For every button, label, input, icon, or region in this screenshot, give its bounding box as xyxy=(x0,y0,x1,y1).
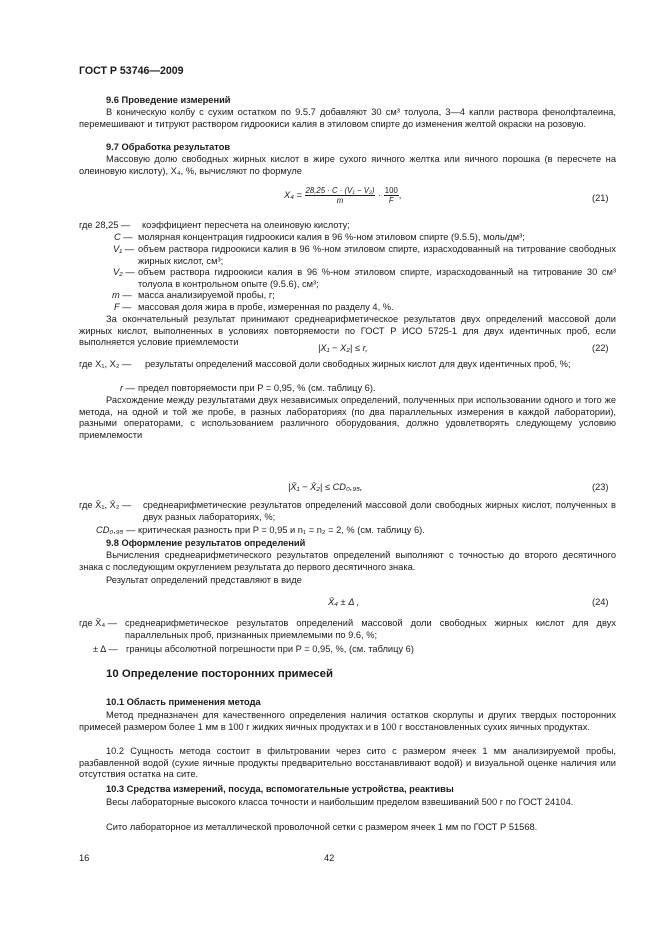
equation-24: X̄₄ ± Δ , xyxy=(328,597,360,607)
acceptance-condition-text: За окончательный результат принимают среднеарифметическое результатов двух определений массовой доли жирных кислот, выполненных в условиях повторяемости по ГОСТ Р ИСО 5725-1 для двух идентичных проб, если выполняется условие приемлемости xyxy=(79,314,616,348)
equation-21-number: (21) xyxy=(592,193,609,203)
equation-21: X₄ = $\frac{\text{28,25 · C · (V₁ − V₂)}}{m}$ · $\frac{100}{F}$ , xyxy=(284,186,402,205)
section-10-1-text: Метод предназначен для качественного определения наличия остатков скорлупы и других твердых посторонних примесей размером более 1 мм в 100 г жидких яичных продуктах и в 100 г восстановленных сухих яичных продуктах. xyxy=(79,710,616,732)
section-10-2-text: 10.2 Сущность метода состоит в фильтровании через сито с размером ячеек 1 мм анализируемой пробы, разбавленной водой (сухие яичные продукты предварительно восстанавливают водой) и визуальной оценке наличия или отсутствия остатка на сите. xyxy=(79,746,616,780)
scales-text: Весы лабораторные высокого класса точности и наибольшим пределом взвешиваний 500 г по ГОСТ 24104. xyxy=(106,797,574,807)
equation-23-number: (23) xyxy=(592,482,609,492)
section-9-8-title: 9.8 Оформление результатов определений xyxy=(106,538,306,548)
sieve-text: Сито лабораторное из металлической проволочной сетки с размером ячеек 1 мм по ГОСТ Р 51568. xyxy=(106,822,538,832)
eq21-fraction-2: $\frac{100}{F}$ xyxy=(384,186,398,205)
page-number-left: 16 xyxy=(79,853,90,863)
equation-22-number: (22) xyxy=(592,343,609,353)
section-10-1-title: 10.1 Область применения метода xyxy=(106,697,261,707)
section-9-7-title: 9.7 Обработка результатов xyxy=(106,142,231,152)
equation-23: |X̄₁ − X̄₂| ≤ CD₀,₉₅, xyxy=(288,482,363,492)
section-9-6-title: 9.6 Проведение измерений xyxy=(106,95,231,105)
eq21-lhs: X₄ = xyxy=(284,189,302,200)
eq21-fraction-1: $\frac{\text{28,25 · C · (V₁ − V₂)}}{m}$ xyxy=(305,186,375,205)
section-10-title: 10 Определение посторонних примесей xyxy=(106,668,333,680)
reproducibility-text: Расхождение между результатами двух независимых определений, полученных при использовании одного и того же метода, на одной и той же пробе, в разных лабораториях (по два параллельных измерения в каждой лаборатории), разными операторами, с использованием различного оборудования, должно удовлетворять следующему условию приемлемости xyxy=(79,395,616,440)
section-9-8-text: Вычисления среднеарифметического результатов определений выполняют с точностью до второго десятичного знака с последующим округлением результата до первого десятичного знака. xyxy=(79,550,616,572)
section-9-6-text: В коническую колбу с сухим остатком по 9.5.7 добавляют 30 см³ толуола, 3—4 капли раствора фенолфталеина, перемешивают и титруют раствором гидроокиси калия в этиловом спирте до изменения желтой окраски на розовую. xyxy=(79,107,616,129)
document-header: ГОСТ Р 53746—2009 xyxy=(79,65,184,77)
equation-22: |X₁ − X₂| ≤ r, xyxy=(318,343,368,353)
result-form-text: Результат определений представляют в виде xyxy=(106,575,302,585)
section-9-7-intro: Массовую долю свободных жирных кислот в жире сухого яичного желтка или яичного порошка (в пересчете на олеиновую кислоту), X₄, %, вычисляют по формуле xyxy=(79,154,616,176)
section-10-3-title: 10.3 Средства измерений, посуда, вспомогательные устройства, реактивы xyxy=(106,784,454,794)
equation-24-number: (24) xyxy=(592,597,609,607)
page-number-center: 42 xyxy=(324,853,335,863)
